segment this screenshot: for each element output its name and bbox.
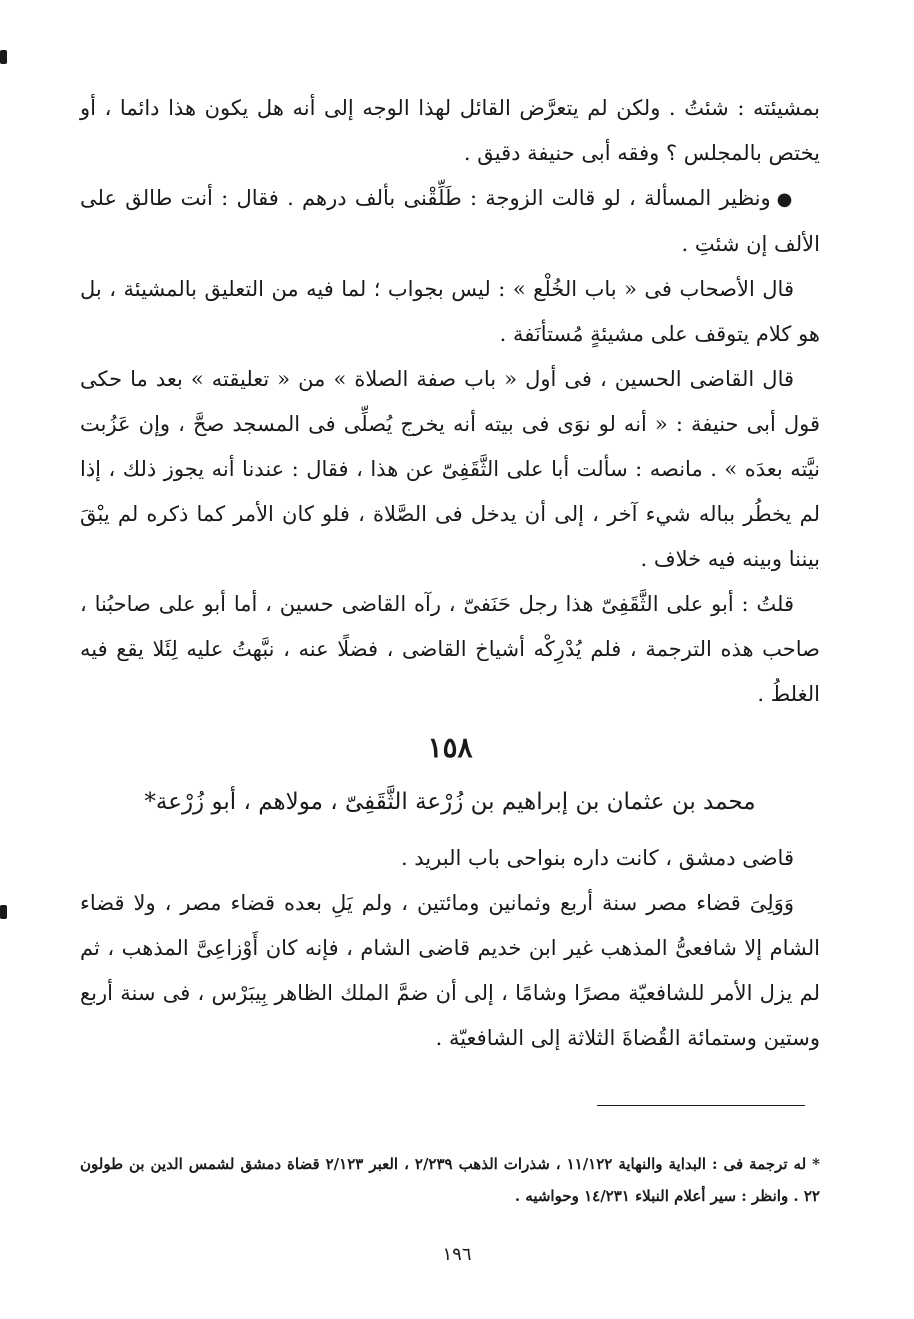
paragraph-4: قال القاضى الحسين ، فى أول « باب صفة الصلاة » من « تعليقته » بعد ما حكى قول أبى حنيفة : « أنه لو نوَى فى بيته أنه يخرج يُصلِّى فى المسجد صحَّ ، وإن عَزُبت نيَّته بعدَه » . مانصه : سألت أبا على الثَّقَفِىّ عن هذا ، فقال : عندنا أنه يجوز ذلك ، إذا لم يخطُر بباله شيء آخر ، إلى أن يدخل فى الصَّلاة ، فلو كان الأمر كما ذكره لم يبْقَ بيننا وبينه فيه خلاف . [80, 367, 820, 571]
paragraph-3: قال الأصحاب فى « باب الخُلْع » : ليس بجواب ؛ لما فيه من التعليق بالمشيئة ، بل هو كلام يتوقف على مشيئةٍ مُستأنَفة . [80, 277, 820, 346]
paragraph-7: وَوَلِىَ قضاء مصر سنة أربع وثمانين ومائتين ، ولم يَلِ بعده قضاء مصر ، ولا قضاء الشام إلا شافعىُّ المذهب غير ابن خديم قاضى الشام ، فإنه كان أَوْزاعِىَّ المذهب ، ثم لم يزل الأمر للشافعيّة مصرًا وشامًا ، إلى أن ضمَّ الملك الظاهر بِيبَرْس ، فى سنة أربع وستين وستمائة القُضاةَ الثلاثة إلى الشافعيّة . [80, 891, 820, 1050]
body-text-bottom [80, 836, 820, 1061]
margin-mark-bottom [0, 905, 7, 919]
bullet-icon: ● [776, 189, 794, 210]
paragraph-5: قلتُ : أبو على الثَّقَفِىّ هذا رجل حَنَفىّ ، رآه القاضى حسين ، أما أبو على صاحبُنا ، صاحب هذه الترجمة ، فلم يُدْرِكْه أشياخ القاضى ، فضلًا عنه ، نبَّهتُ عليه لِئَلا يقع فيه الغلطُ . [80, 592, 820, 706]
paragraph-2: ●ونظير المسألة ، لو قالت الزوجة : طَلِّقْنى بألف درهم . فقال : أنت طالق على الألف إن شئتِ . [80, 186, 820, 256]
footnote: * له ترجمة فى : البداية والنهاية ١١/١٢٢ ، شذرات الذهب ٢/٢٣٩ ، العبر ٢/١٢٣ قضاة دمشق لشمس الدين بن طولون ٢٢ . وانظر : سير أعلام النبلاء ١٤/٢٣١ وحواشيه . [80, 1155, 820, 1205]
paragraph-1: بمشيئته : شئتُ . ولكن لم يتعرَّض القائل لهذا الوجه إلى أنه هل يكون هذا دائما ، أو يختص بالمجلس ؟ وفقه أبى حنيفة دقيق . [80, 96, 820, 165]
entry-number: ١٥٨ [427, 731, 473, 764]
paragraph-6: قاضى دمشق ، كانت داره بنواحى باب البريد . [400, 846, 794, 870]
body-text-top [80, 86, 820, 717]
footnote-divider [597, 1105, 805, 1106]
margin-mark-top [0, 50, 7, 64]
page-number: ١٩٦ [442, 1244, 472, 1265]
entry-title: محمد بن عثمان بن إبراهيم بن زُرْعة الثَّقَفِىّ ، مولاهم ، أبو زُرْعة* [144, 789, 756, 815]
